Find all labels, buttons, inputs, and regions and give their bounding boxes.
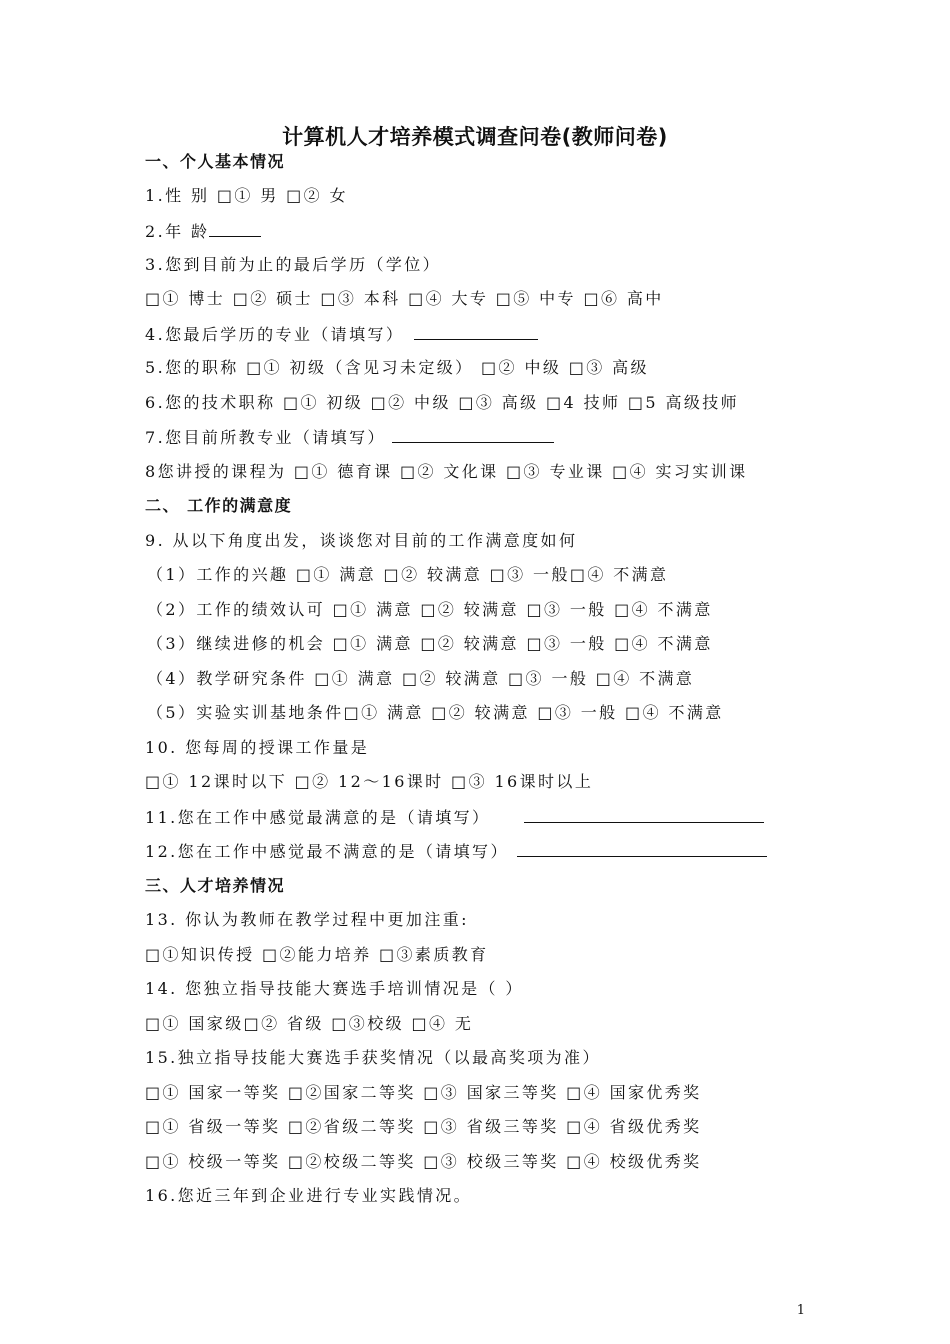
question-competition-awards: 15.独立指导技能大赛选手获奖情况（以最高奖项为准） — [145, 1048, 601, 1067]
question-technical-title: 6.您的技术职称 □① 初级 □② 中级 □③ 高级 □4 技师 □5 高级技师 — [145, 393, 740, 412]
section-heading-basic-info: 一、个人基本情况 — [145, 152, 286, 171]
question-gender: 1.性 别 □① 男 □② 女 — [145, 186, 348, 205]
page-number: 1 — [796, 1303, 805, 1318]
question-education: 3.您到目前为止的最后学历（学位） — [145, 255, 442, 274]
education-options: □① 博士 □② 硕士 □③ 本科 □④ 大专 □⑤ 中专 □⑥ 高中 — [145, 289, 664, 308]
section-heading-satisfaction: 二、 工作的满意度 — [145, 496, 293, 515]
teaching-focus-options: □①知识传授 □②能力培养 □③素质教育 — [145, 945, 489, 964]
awards-national-options: □① 国家一等奖 □②国家二等奖 □③ 国家三等奖 □④ 国家优秀奖 — [145, 1083, 702, 1102]
question-most-satisfied-label: 11.您在工作中感觉最满意的是（请填写） — [145, 808, 491, 827]
major-fill-blank — [414, 323, 538, 340]
question-enterprise-practice: 16.您近三年到企业进行专业实践情况。 — [145, 1186, 473, 1205]
satisfaction-item-3: （3）继续进修的机会 □① 满意 □② 较满意 □③ 一般 □④ 不满意 — [147, 634, 713, 653]
question-least-satisfied-label: 12.您在工作中感觉最不满意的是（请填写） — [145, 842, 509, 861]
workload-options: □① 12课时以下 □② 12～16课时 □③ 16课时以上 — [145, 772, 594, 791]
satisfaction-item-5: （5）实验实训基地条件□① 满意 □② 较满意 □③ 一般 □④ 不满意 — [147, 703, 724, 722]
question-workload: 10. 您每周的授课工作量是 — [145, 738, 370, 757]
age-fill-blank — [209, 220, 261, 237]
page-title: 计算机人才培养模式调查问卷(教师问卷) — [282, 125, 668, 149]
question-courses: 8您讲授的课程为 □① 德育课 □② 文化课 □③ 专业课 □④ 实习实训课 — [145, 462, 748, 481]
teaching-major-fill-blank — [392, 426, 554, 443]
least-satisfied-fill-blank — [517, 840, 767, 857]
question-teaching-major-label: 7.您目前所教专业（请填写） — [145, 428, 386, 447]
satisfaction-item-2: （2）工作的绩效认可 □① 满意 □② 较满意 □③ 一般 □④ 不满意 — [147, 600, 713, 619]
competition-guidance-options: □① 国家级□② 省级 □③校级 □④ 无 — [145, 1014, 474, 1033]
section-heading-training: 三、人才培养情况 — [145, 876, 286, 895]
satisfaction-item-1: （1）工作的兴趣 □① 满意 □② 较满意 □③ 一般□④ 不满意 — [147, 565, 669, 584]
question-major — [145, 323, 538, 346]
question-competition-guidance: 14. 您独立指导技能大赛选手培训情况是（ ） — [145, 979, 524, 998]
satisfaction-item-4: （4）教学研究条件 □① 满意 □② 较满意 □③ 一般 □④ 不满意 — [147, 669, 695, 688]
question-age-label: 2.年 龄 — [145, 222, 210, 241]
question-least-satisfied — [145, 840, 767, 863]
awards-school-options: □① 校级一等奖 □②校级二等奖 □③ 校级三等奖 □④ 校级优秀奖 — [145, 1152, 702, 1171]
question-satisfaction: 9. 从以下角度出发，谈谈您对目前的工作满意度如何 — [145, 531, 578, 550]
question-age — [145, 220, 261, 243]
most-satisfied-fill-blank — [524, 806, 764, 823]
question-teaching-major — [145, 426, 554, 449]
question-most-satisfied — [145, 806, 764, 829]
awards-provincial-options: □① 省级一等奖 □②省级二等奖 □③ 省级三等奖 □④ 省级优秀奖 — [145, 1117, 702, 1136]
question-title-rank: 5.您的职称 □① 初级（含见习未定级） □② 中级 □③ 高级 — [145, 358, 649, 377]
question-major-label: 4.您最后学历的专业（请填写） — [145, 325, 405, 344]
question-teaching-focus: 13. 你认为教师在教学过程中更加注重: — [145, 910, 469, 929]
